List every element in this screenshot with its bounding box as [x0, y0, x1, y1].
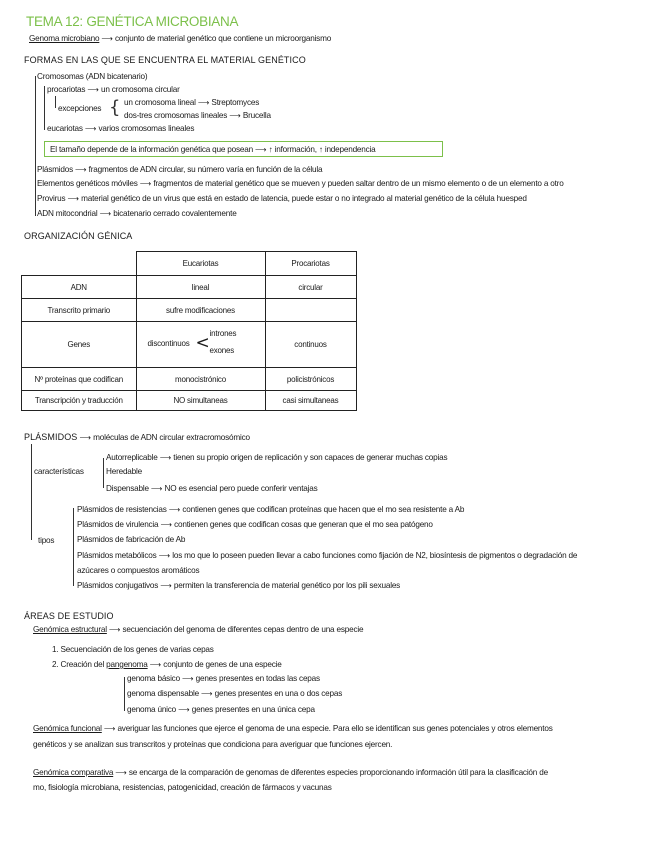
forms-tree-line	[35, 76, 36, 216]
eukaryotes-item: eucariotas ⟶ varios cromosomas lineales	[47, 124, 195, 133]
plasmids-definition: ⟶ moléculas de ADN circular extracromosómico	[79, 433, 250, 442]
types-tree-line	[73, 508, 74, 586]
definition-line	[29, 34, 331, 44]
size-note: El tamaño depende de la información genética que posean ⟶ ↑ información, ↑ independencia	[50, 145, 376, 154]
genes-discontinuous: discontinuos	[147, 338, 190, 348]
pangenome-term: pangenoma	[106, 660, 148, 669]
exception-streptomyces: un cromosoma lineal ⟶ Streptomyces	[124, 98, 260, 107]
row-label: Genes	[22, 322, 137, 368]
mitochondrial-dna-item: ADN mitocondrial ⟶ bicatenario cerrado covalentemente	[37, 209, 237, 218]
structural-line	[33, 625, 363, 635]
type-conjugative: Plásmidos conjugativos ⟶ permiten la transferencia de material genético por los pili sexuales	[77, 581, 401, 590]
feature-autoreplicable: Autorreplicable ⟶ tienen su propio origen de replicación y son capaces de generar muchas copias	[106, 453, 448, 462]
type-metabolic-cont: azúcares o compuestos aromáticos	[77, 566, 200, 575]
plasmids-item: Plásmidos ⟶ fragmentos de ADN circular, su número varía en función de la célula	[37, 165, 323, 174]
row-eukaryote-value: sufre modificaciones	[136, 299, 265, 322]
functional-line	[33, 724, 553, 734]
table-row	[22, 276, 357, 299]
organization-table	[21, 251, 357, 411]
structural-text: ⟶ secuenciación del genoma de diferentes cepas dentro de una especie	[108, 625, 364, 634]
mobile-elements-item: Elementos genéticos móviles ⟶ fragmentos de material genético que se mueven y pueden saltar dentro de un mismo elemento o de un elemento a otro	[37, 179, 564, 188]
row-prokaryote-value	[265, 299, 356, 322]
page-title: TEMA 12: GENÉTICA MICROBIANA	[26, 14, 239, 29]
area-item-2-text: ⟶ conjunto de genes de una especie	[147, 660, 282, 669]
feature-dispensable: Dispensable ⟶ NO es esencial pero puede conferir ventajas	[106, 484, 318, 493]
exception-brucella: dos-tres cromosomas lineales ⟶ Brucella	[124, 111, 271, 120]
row-prokaryote-value: policistrónicos	[265, 368, 356, 391]
header-prokaryotes: Procariotas	[265, 252, 356, 276]
row-label: Transcripción y traducción	[22, 391, 137, 411]
genome-unique: genoma único ⟶ genes presentes en una única cepa	[127, 705, 315, 714]
structural-term: Genómica estructural	[33, 625, 107, 634]
plasmids-tree-line	[31, 444, 32, 540]
genes-brace: <	[195, 332, 210, 353]
comparative-term: Genómica comparativa	[33, 768, 114, 777]
forms-heading: FORMAS EN LAS QUE SE ENCUENTRA EL MATERIAL GENÉTICO	[24, 55, 306, 65]
feature-heritable: Heredable	[106, 467, 142, 476]
comparative-line-2: mo, fisiología microbiana, resistencias, patogenicidad, creación de fármacos y vacunas	[33, 783, 332, 792]
areas-heading: ÁREAS DE ESTUDIO	[24, 611, 114, 621]
genes-introns: intrones	[209, 328, 237, 338]
table-row	[22, 299, 357, 322]
row-label: Transcrito primario	[22, 299, 137, 322]
exceptions-label: excepciones	[58, 104, 102, 113]
row-label: Nº proteínas que codifican	[22, 368, 137, 391]
type-antibiotic: Plásmidos de fabricación de Ab	[77, 535, 186, 544]
table-row	[22, 368, 357, 391]
area-item-1: 1. Secuenciación de los genes de varias cepas	[52, 645, 214, 654]
row-label: ADN	[22, 276, 137, 299]
genome-dispensable: genoma dispensable ⟶ genes presentes en una o dos cepas	[127, 689, 343, 698]
type-virulence: Plásmidos de virulencia ⟶ contienen genes que codifican cosas que generan que el mo sea patógeno	[77, 520, 433, 529]
area-item-2-prefix: 2. Creación del	[52, 660, 107, 669]
pangenome-tree-line	[124, 677, 125, 711]
row-prokaryote-value: circular	[265, 276, 356, 299]
features-tree-line	[103, 458, 104, 488]
row-eukaryote-value	[136, 322, 265, 368]
prokaryotes-item: procariotas ⟶ un cromosoma circular	[47, 85, 180, 94]
row-eukaryote-value: NO simultaneas	[136, 391, 265, 411]
genome-core: genoma básico ⟶ genes presentes en todas las cepas	[127, 674, 320, 683]
functional-line-2: genéticos y se analizan sus transcritos y proteínas que condiciona para averiguar que funciones ejercen.	[33, 740, 393, 749]
area-item-2	[52, 660, 282, 670]
header-eukaryotes: Eucariotas	[136, 252, 265, 276]
prokaryote-tree-line	[55, 96, 56, 108]
provirus-item: Provirus ⟶ material genético de un virus que está en estado de latencia, puede estar o no integrado al material genético de la célula huesped	[37, 194, 527, 203]
table-row	[22, 391, 357, 411]
comparative-text: ⟶ se encarga de la comparación de genomas de diferentes especies proporcionando información útil para la clasificación de	[115, 768, 548, 777]
functional-term: Genómica funcional	[33, 724, 102, 733]
row-eukaryote-value: lineal	[136, 276, 265, 299]
functional-text: ⟶ averiguar las funciones que ejerce el genoma de una especie. Para ello se identifican sus genes potenciales y otros elementos	[103, 724, 553, 733]
exceptions-brace: {	[109, 97, 121, 118]
definition-text: ⟶ conjunto de material genético que contiene un microorganismo	[101, 34, 332, 43]
chromosome-tree-line	[44, 86, 45, 130]
type-resistance: Plásmidos de resistencias ⟶ contienen genes que codifican proteínas que hacen que el mo sea resistente a Ab	[77, 505, 465, 514]
plasmids-heading-line	[24, 432, 250, 443]
features-label: características	[34, 467, 84, 476]
plasmids-heading: PLÁSMIDOS	[24, 432, 78, 442]
organization-heading: ORGANIZACIÓN GÉNICA	[24, 231, 133, 241]
table-header-row	[22, 252, 357, 276]
chromosomes-item: Cromosomas (ADN bicatenario)	[37, 72, 148, 81]
table-row	[22, 322, 357, 368]
type-metabolic: Plásmidos metabólicos ⟶ los mo que lo poseen pueden llevar a cabo funciones como fijación de N2, biosíntesis de pigmentos o degradación de	[77, 551, 578, 560]
row-eukaryote-value: monocistrónico	[136, 368, 265, 391]
genes-exons: exones	[209, 345, 235, 355]
row-prokaryote-value: continuos	[265, 322, 356, 368]
table-corner	[22, 252, 137, 276]
types-label: tipos	[38, 536, 55, 545]
row-prokaryote-value: casi simultaneas	[265, 391, 356, 411]
comparative-line	[33, 768, 548, 778]
definition-term: Genoma microbiano	[29, 34, 100, 43]
